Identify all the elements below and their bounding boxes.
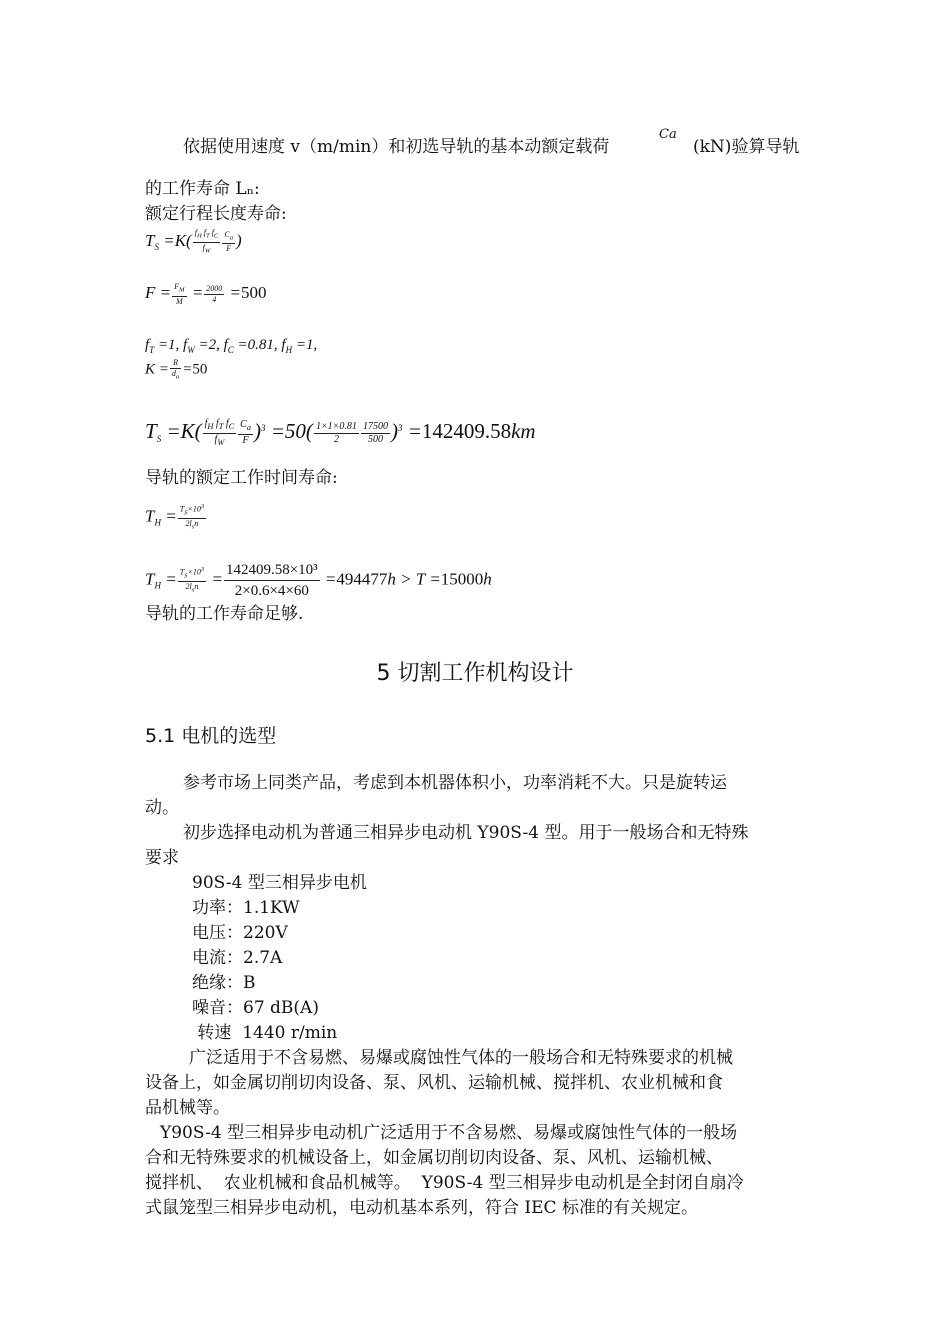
spec-model: 90S-4 型三相异步电机 <box>192 873 367 893</box>
intro-text: 依据使用速度 v（m/min）和初选导轨的基本动额定载荷 <box>183 137 610 157</box>
spec-current: 电流：2.7A <box>192 948 283 968</box>
th-formula: $T_H$ = $T_S\times 10^3$ $2l_sn$ <box>145 503 205 531</box>
p1-line-2: 动。 <box>145 798 179 818</box>
time-life-label: 导轨的额定工作时间寿命: <box>145 468 338 488</box>
th-calculation: $T_H$ = $T_S\times 10^3$ $2l_sn$ = $\frac{\text{142409.58×10³}}{2\times 0.6\times 4\times 60}$ =494477h > T =15000h <box>145 562 492 599</box>
p2-line-1: 初步选择电动机为普通三相异步电动机 Y90S-4 型。用于一般场合和无特殊 <box>183 823 749 843</box>
ts-calculation: $T_S =K$( $\frac{f_H f_T f_C}{f_W}$ $\frac{C_a}{F}$ )$^3$ =50( $\frac{1\times 1\times 0.81}{2}$ $\frac{17500}{500}$ )$^3$ =142409.58km <box>145 417 536 447</box>
factors-line: $f_T =1$, $f_W =2$, $f_C =0.81$, $f_H =1$, <box>145 337 318 355</box>
spec-speed: 转速 1440 r/min <box>192 1023 338 1043</box>
f-formula: F = $\frac{F_M}{M}$ = $\frac{2000}{4}$ =500 <box>145 282 267 306</box>
usage-line-2: 设备上，如金属切削切肉设备、泵、风机、运输机械、搅拌机、农业机械和食 <box>145 1073 723 1093</box>
section-title: 5 切割工作机构设计 <box>376 661 574 686</box>
p1-line-1: 参考市场上同类产品，考虑到本机器体积小，功率消耗不大。只是旋转运 <box>183 773 727 793</box>
spec-voltage: 电压：220V <box>192 923 288 943</box>
stroke-life-label: 额定行程长度寿命: <box>145 204 287 224</box>
ts-formula: $T_S =K$( $\frac{f_H f_T f_C}{f_W}$ $\frac{C_a}{F}$ ) <box>145 228 242 255</box>
intro-line-2: 的工作寿命 Lₙ: <box>145 179 260 199</box>
usage-line-3: 品机械等。 <box>145 1098 230 1118</box>
spec-power: 功率：1.1KW <box>192 898 300 918</box>
subsection-title: 5.1 电机的选型 <box>145 725 277 747</box>
conclusion: 导轨的工作寿命足够. <box>145 604 304 624</box>
usage-line-1: 广泛适用于不含易燃、易爆或腐蚀性气体的一般场合和无特殊要求的机械 <box>189 1048 733 1068</box>
summary-line-1: Y90S-4 型三相异步电动机广泛适用于不含易燃、易爆或腐蚀性气体的一般场 <box>160 1123 738 1143</box>
spec-insulation: 绝缘：B <box>192 973 256 993</box>
intro-line-1-end: (kN)验算导轨 <box>693 137 800 157</box>
p2-line-2: 要求 <box>145 848 179 868</box>
ca-symbol: Ca <box>659 127 677 142</box>
spec-noise: 噪音：67 dB(A) <box>192 998 319 1018</box>
summary-line-3: 搅拌机、 农业机械和食品机械等。 Y90S-4 型三相异步电动机是全封闭自扇冷 <box>145 1173 744 1193</box>
k-formula: K = $\frac{R}{d_a}$ =50 <box>145 358 208 381</box>
summary-line-4: 式鼠笼型三相异步电动机，电动机基本系列，符合 IEC 标准的有关规定。 <box>145 1198 698 1218</box>
summary-line-2: 合和无特殊要求的机械设备上，如金属切削切肉设备、泵、风机、运输机械、 <box>145 1148 723 1168</box>
intro-line-1 <box>183 136 609 158</box>
